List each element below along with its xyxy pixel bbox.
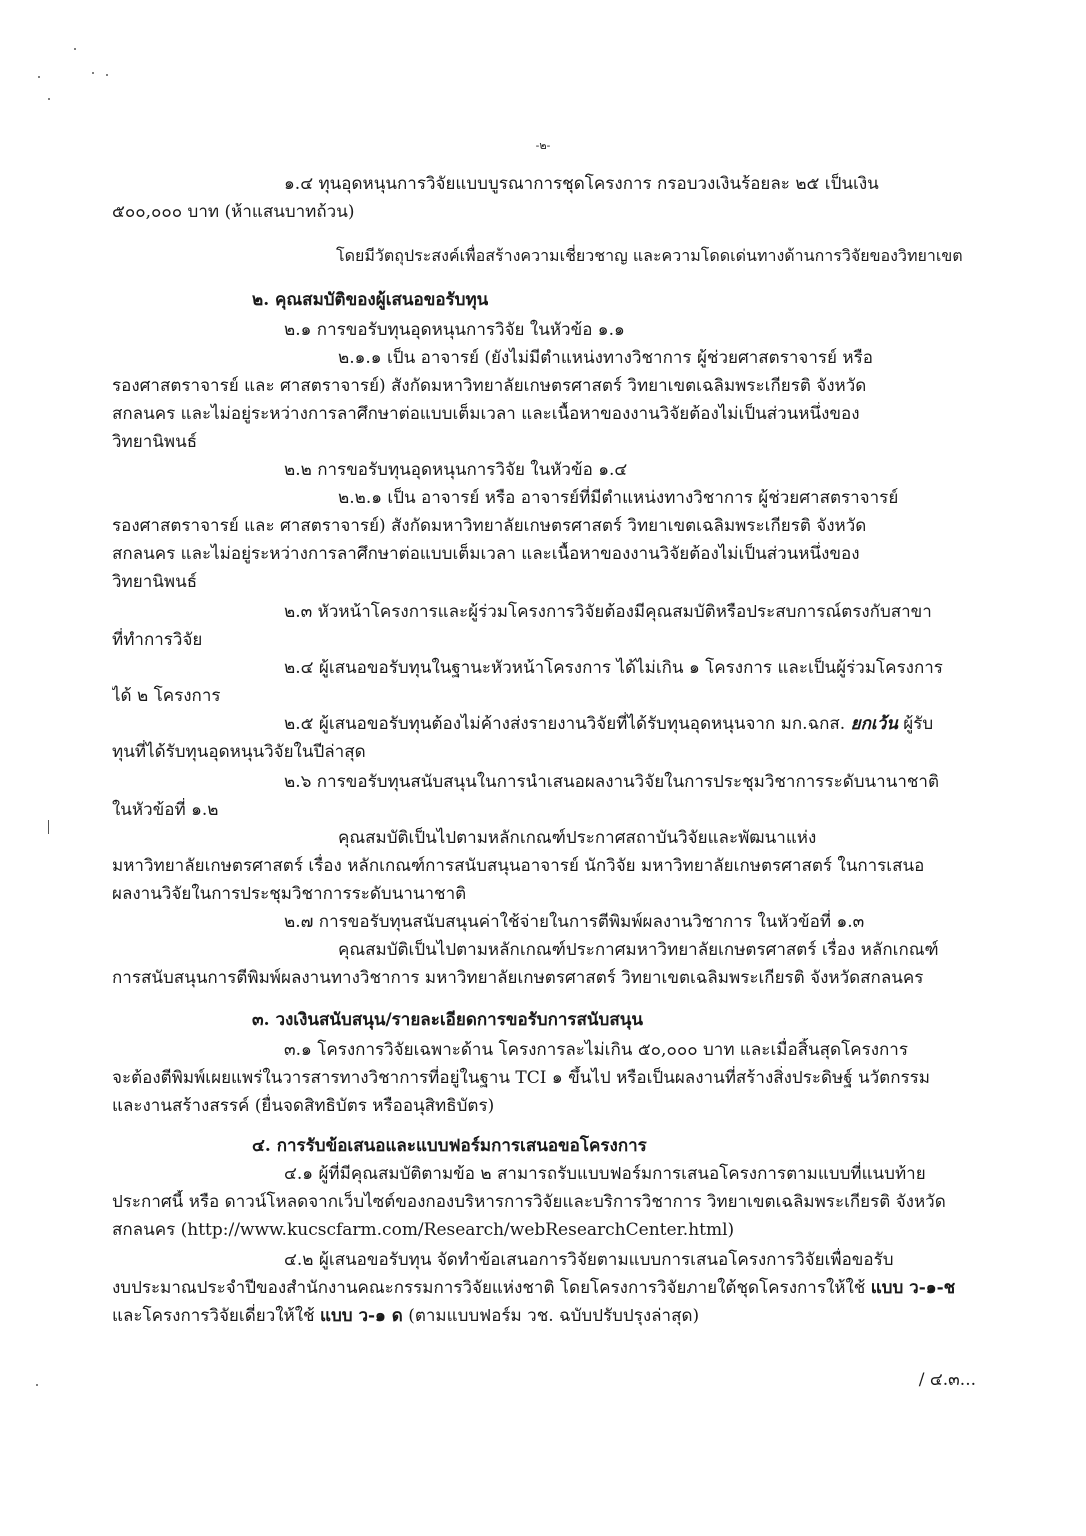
item-2-2-1-line: รองศาสตราจารย์ และ ศาสตราจารย์) สังกัดมหาวิทยาลัยเกษตรศาสตร์ วิทยาเขตเฉลิมพระเกียรติ จังหวัด (112, 516, 867, 536)
scan-speck (38, 76, 40, 78)
item-2-5-line (284, 712, 933, 738)
scan-speck (74, 48, 76, 50)
item-2-3-line: ๒.๓ หัวหน้าโครงการและผู้ร่วมโครงการวิจัยต้องมีคุณสมบัติหรือประสบการณ์ตรงกับสาขา (284, 602, 932, 622)
scan-speck (36, 1384, 38, 1386)
item-3-1-line: และงานสร้างสรรค์ (ยื่นจดสิทธิบัตร หรืออนุสิทธิบัตร) (112, 1096, 495, 1116)
scan-speck (48, 98, 50, 100)
item-2-1-1-line: สกลนคร และไม่อยู่ระหว่างการลาศึกษาต่อแบบเต็มเวลา และเนื้อหาของงานวิจัยต้องไม่เป็นส่วนหนึ่งของ (112, 404, 860, 424)
form-code: แบบ ว-๑ ด (319, 1306, 403, 1326)
item-2-2-1-line: วิทยานิพนธ์ (112, 572, 198, 592)
text: ๒.๕ ผู้เสนอขอรับทุนต้องไม่ค้างส่งรายงานวิจัยที่ได้รับทุนอุดหนุนจาก มก.ฉกส. (284, 714, 851, 734)
item-4-1-line: ประกาศนี้ หรือ ดาวน์โหลดจากเว็บไซต์ของกองบริหารการวิจัยและบริการวิชาการ วิทยาเขตเฉลิมพระเกียรติ จังหวัด (112, 1192, 946, 1212)
item-2-2: ๒.๒ การขอรับทุนอุดหนุนการวิจัย ในหัวข้อ ๑.๔ (284, 460, 628, 480)
item-3-1-line: จะต้องตีพิมพ์เผยแพร่ในวารสารทางวิชาการที่อยู่ในฐาน TCI ๑ ขึ้นไป หรือเป็นผลงานที่สร้างสิ่งประดิษฐ์ นวัตกรรม (112, 1068, 930, 1088)
page-number: -๒- (535, 139, 551, 152)
section-2-heading: ๒. คุณสมบัติของผู้เสนอขอรับทุน (252, 290, 489, 310)
item-3-1-line: ๓.๑ โครงการวิจัยเฉพาะด้าน โครงการละไม่เกิน ๕๐,๐๐๐ บาท และเมื่อสิ้นสุดโครงการ (284, 1040, 908, 1060)
section-4-heading: ๔. การรับข้อเสนอและแบบฟอร์มการเสนอขอโครงการ (252, 1136, 647, 1156)
item-2-1-1-line: วิทยานิพนธ์ (112, 432, 198, 452)
item-2-2-1-line: สกลนคร และไม่อยู่ระหว่างการลาศึกษาต่อแบบเต็มเวลา และเนื้อหาของงานวิจัยต้องไม่เป็นส่วนหนึ่งของ (112, 544, 860, 564)
text: (ตามแบบฟอร์ม วช. ฉบับปรับปรุงล่าสุด) (402, 1306, 700, 1326)
para-1-4-line (284, 172, 976, 198)
text: งบประมาณประจำปีของสำนักงานคณะกรรมการวิจัยแห่งชาติ โดยโครงการวิจัยภายใต้ชุดโครงการให้ใช้ (112, 1278, 871, 1298)
text: และโครงการวิจัยเดี่ยวให้ใช้ (112, 1306, 320, 1326)
text: ผู้รับ (897, 714, 934, 734)
item-4-2-line (112, 1304, 699, 1330)
item-2-1: ๒.๑ การขอรับทุนอุดหนุนการวิจัย ในหัวข้อ ๑.๑ (284, 320, 625, 340)
item-2-4-line: ได้ ๒ โครงการ (112, 686, 221, 706)
item-2-6-detail: มหาวิทยาลัยเกษตรศาสตร์ เรื่อง หลักเกณฑ์การสนับสนุนอาจารย์ นักวิจัย มหาวิทยาลัยเกษตรศาสตร์ ในการเสนอ (112, 856, 925, 876)
continuation-marker: / ๔.๓... (918, 1370, 976, 1390)
item-2-6-detail: คุณสมบัติเป็นไปตามหลักเกณฑ์ประกาศสถาบันวิจัยและพัฒนาแห่ง (338, 828, 817, 848)
item-4-2-line (112, 1276, 955, 1302)
form-code: แบบ ว-๑-ช (870, 1278, 956, 1298)
item-2-2-1-line: ๒.๒.๑ เป็น อาจารย์ หรือ อาจารย์ที่มีตำแหน่งทางวิชาการ ผู้ช่วยศาสตราจารย์ (338, 488, 899, 508)
item-2-5-line: ทุนที่ได้รับทุนอุดหนุนวิจัยในปีล่าสุด (112, 742, 366, 762)
item-2-7-line: ๒.๗ การขอรับทุนสนับสนุนค่าใช้จ่ายในการตีพิมพ์ผลงานวิชาการ ในหัวข้อที่ ๑.๓ (284, 912, 865, 932)
item-2-1-1-line: รองศาสตราจารย์ และ ศาสตราจารย์) สังกัดมหาวิทยาลัยเกษตรศาสตร์ วิทยาเขตเฉลิมพระเกียรติ จังหวัด (112, 376, 867, 396)
para-1-4-objective: โดยมีวัตถุประสงค์เพื่อสร้างความเชี่ยวชาญ และความโดดเด่นทางด้านการวิจัยของวิทยาเขต (336, 246, 963, 265)
item-2-3-line: ที่ทำการวิจัย (112, 630, 203, 650)
item-2-6-line: ในหัวข้อที่ ๑.๒ (112, 800, 219, 820)
item-2-6-detail: ผลงานวิจัยในการประชุมวิชาการระดับนานาชาติ (112, 884, 467, 904)
item-2-1-1-line: ๒.๑.๑ เป็น อาจารย์ (ยังไม่มีตำแหน่งทางวิชาการ ผู้ช่วยศาสตราจารย์ หรือ (338, 348, 873, 368)
text: ๑.๔ ทุนอุดหนุนการวิจัยแบบบูรณาการชุดโครงการ กรอบวงเงินร้อยละ ๒๕ เป็นเงิน (284, 174, 879, 194)
item-2-7-detail: คุณสมบัติเป็นไปตามหลักเกณฑ์ประกาศมหาวิทยาลัยเกษตรศาสตร์ เรื่อง หลักเกณฑ์ (338, 940, 939, 960)
item-2-4-line: ๒.๔ ผู้เสนอขอรับทุนในฐานะหัวหน้าโครงการ ได้ไม่เกิน ๑ โครงการ และเป็นผู้ร่วมโครงการ (284, 658, 943, 678)
item-4-1-line: ๔.๑ ผู้ที่มีคุณสมบัติตามข้อ ๒ สามารถรับแบบฟอร์มการเสนอโครงการตามแบบที่แนบท้าย (284, 1164, 926, 1184)
item-2-7-detail: การสนับสนุนการตีพิมพ์ผลงานทางวิชาการ มหาวิทยาลัยเกษตรศาสตร์ วิทยาเขตเฉลิมพระเกียรติ จังหวัดสกลนคร (112, 968, 924, 988)
scan-speck (48, 820, 49, 834)
item-4-1-url-line: สกลนคร (http://www.kucscfarm.com/Research/webResearchCenter.html) (112, 1220, 735, 1240)
scan-speck (92, 72, 94, 74)
item-4-2-line: ๔.๒ ผู้เสนอขอรับทุน จัดทำข้อเสนอการวิจัยตามแบบการเสนอโครงการวิจัยเพื่อขอรับ (284, 1250, 894, 1270)
scan-speck (106, 74, 108, 76)
item-2-6-line: ๒.๖ การขอรับทุนสนับสนุนในการนำเสนอผลงานวิจัยในการประชุมวิชาการระดับนานาชาติ (284, 772, 939, 792)
section-3-heading: ๓. วงเงินสนับสนุน/รายละเอียดการขอรับการสนับสนุน (252, 1010, 643, 1030)
emphasis-text: ยกเว้น (850, 714, 898, 734)
para-1-4-line: ๕๐๐,๐๐๐ บาท (ห้าแสนบาทถ้วน) (112, 202, 355, 222)
